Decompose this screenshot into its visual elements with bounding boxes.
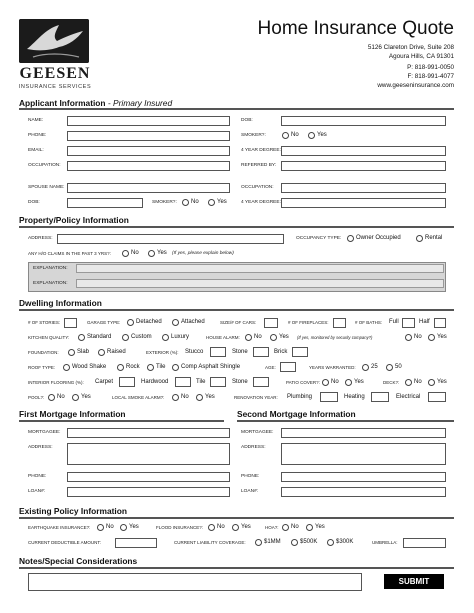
smoke-no-radio[interactable]	[172, 394, 179, 401]
company-tagline: INSURANCE SERVICES	[18, 84, 92, 90]
claims-yes-radio[interactable]	[148, 250, 155, 257]
degree-field[interactable]	[281, 146, 446, 156]
roof-rock-radio[interactable]	[117, 364, 124, 371]
roof-tile-radio[interactable]	[147, 364, 154, 371]
renovation-plumbing-field[interactable]	[320, 392, 338, 402]
claims-yes-label: Yes	[157, 250, 167, 256]
hoa-yes-label: Yes	[315, 524, 325, 530]
patio-yes-radio[interactable]	[345, 379, 352, 386]
explanation-label-2: EXPLANATION:	[33, 281, 68, 286]
pool-yes-label: Yes	[81, 394, 91, 400]
spouse-name-field[interactable]	[67, 183, 230, 193]
m1-mortgagee-label: MORTGAGEE:	[28, 430, 61, 435]
umbrella-label: UMBRELLA:	[372, 540, 398, 545]
degree-label: 4 YEAR DEGREE:	[241, 148, 281, 153]
section-divider	[19, 420, 224, 422]
kitchen-luxury-label: Luxury	[171, 334, 190, 340]
notes-field[interactable]	[28, 573, 362, 591]
earthquake-label: EARTHQUAKE INSURANCE?:	[28, 525, 91, 530]
page-title: Home Insurance Quote	[257, 18, 454, 39]
submit-button[interactable]: SUBMIT	[384, 574, 444, 589]
flood-label: FLOOD INSURANCE?:	[156, 525, 204, 530]
email-label: EMAIL:	[28, 148, 44, 153]
liability-300k-label: $300K	[336, 539, 354, 545]
pool-no-label: No	[57, 394, 65, 400]
section-divider	[19, 309, 454, 311]
deck-yes-label: Yes	[437, 379, 447, 385]
flooring-carpet-label: Carpet	[95, 379, 114, 385]
warranty-25-radio[interactable]	[362, 364, 369, 371]
alarm-no-label: No	[254, 334, 262, 340]
renovation-label: RENOVATION YEAR:	[234, 395, 278, 400]
years-warranted-label: YEARS WARRANTED:	[309, 365, 356, 370]
applicant-heading: Applicant Information - Primary Insured	[19, 98, 173, 108]
notes-heading: Notes/Special Considerations	[19, 556, 138, 566]
spouse-occupation-label: OCCUPATION:	[241, 185, 274, 190]
renovation-plumbing-label: Plumbing	[287, 394, 313, 400]
smoker-no-label: No	[291, 132, 299, 138]
earthquake-yes-label: Yes	[129, 524, 139, 530]
section-divider	[19, 567, 454, 569]
owner-occupied-radio[interactable]	[347, 235, 354, 242]
baths-full-label: Full	[389, 319, 399, 325]
kitchen-custom-label: Custom	[131, 334, 152, 340]
dob-label: DOB:	[241, 118, 253, 123]
m2-phone-field[interactable]	[281, 472, 446, 482]
exterior-stone-label: Stone	[232, 349, 248, 355]
kitchen-custom-radio[interactable]	[122, 334, 129, 341]
liability-300k-radio[interactable]	[327, 539, 334, 546]
warranty-50-label: 50	[395, 364, 402, 370]
address-line-1: 5126 Clareton Drive, Suite 208	[367, 44, 454, 51]
spouse-name-label: SPOUSE NAME:	[28, 185, 65, 190]
alarm-no-radio[interactable]	[245, 334, 252, 341]
foundation-raised-radio[interactable]	[98, 349, 105, 356]
smoker-yes-radio[interactable]	[308, 132, 315, 139]
kitchen-standard-label: Standard	[87, 334, 112, 340]
foundation-label: FOUNDATION:	[28, 350, 59, 355]
rental-label: Rental	[425, 235, 443, 241]
patio-no-label: No	[331, 379, 339, 385]
liability-1mm-radio[interactable]	[255, 539, 262, 546]
section-divider	[237, 420, 454, 422]
roof-tile-label: Tile	[156, 364, 166, 370]
m1-loan-field[interactable]	[67, 487, 230, 497]
m1-mortgagee-field[interactable]	[67, 428, 230, 438]
baths-label: # OF BATHS:	[355, 320, 383, 325]
flood-yes-radio[interactable]	[232, 524, 239, 531]
patio-yes-label: Yes	[354, 379, 364, 385]
address-line-2: Agoura Hills, CA 91301	[388, 53, 454, 60]
deductible-label: CURRENT DEDUCTIBLE AMOUNT:	[28, 540, 101, 545]
exterior-brick-label: Brick	[274, 349, 288, 355]
baths-half-label: Half	[419, 319, 430, 325]
deck-no-radio[interactable]	[405, 379, 412, 386]
warranty-50-radio[interactable]	[386, 364, 393, 371]
rental-radio[interactable]	[416, 235, 423, 242]
stories-field[interactable]	[64, 318, 77, 328]
hoa-yes-radio[interactable]	[306, 524, 313, 531]
property-address-label: ADDRESS:	[28, 236, 53, 241]
referred-field[interactable]	[281, 161, 446, 171]
roof-wood-shake-radio[interactable]	[63, 364, 70, 371]
claims-no-radio[interactable]	[122, 250, 129, 257]
m2-phone-label: PHONE:	[241, 474, 260, 479]
fireplaces-field[interactable]	[333, 318, 346, 328]
garage-detached-radio[interactable]	[127, 319, 134, 326]
deck-yes-radio[interactable]	[428, 379, 435, 386]
section-divider	[19, 226, 454, 228]
house-alarm-label: HOUSE ALARM:	[206, 335, 240, 340]
flooring-label: INTERIOR FLOORING (%):	[28, 380, 84, 385]
kitchen-luxury-radio[interactable]	[162, 334, 169, 341]
warranty-25-label: 25	[371, 364, 378, 370]
renovation-heating-field[interactable]	[371, 392, 389, 402]
occupation-field[interactable]	[67, 161, 230, 171]
spouse-smoker-yes-label: Yes	[217, 199, 227, 205]
property-heading: Property/Policy Information	[19, 215, 129, 225]
section-divider	[19, 517, 454, 519]
renovation-electrical-label: Electrical	[396, 394, 421, 400]
renovation-electrical-field[interactable]	[428, 392, 446, 402]
m2-loan-label: LOAN#:	[241, 489, 259, 494]
roof-age-label: AGE:	[265, 365, 276, 370]
hoa-no-label: No	[291, 524, 299, 530]
flooring-stone-label: Stone	[232, 379, 248, 385]
spouse-smoker-no-label: No	[191, 199, 199, 205]
roof-wood-shake-label: Wood Shake	[72, 364, 107, 370]
explanation-label-1: EXPLANATION:	[33, 266, 68, 271]
smoker-no-radio[interactable]	[282, 132, 289, 139]
explanation-field-1[interactable]	[76, 264, 444, 273]
foundation-slab-label: Slab	[77, 349, 90, 355]
spouse-smoker-yes-radio[interactable]	[208, 199, 215, 206]
name-field[interactable]	[67, 116, 230, 126]
m2-address-field[interactable]	[281, 443, 446, 465]
m1-address-label: ADDRESS:	[28, 445, 53, 450]
flooring-carpet-field[interactable]	[119, 377, 135, 387]
dob-field[interactable]	[281, 116, 446, 126]
second-mortgage-heading: Second Mortgage Information	[237, 409, 356, 419]
flooring-tile-field[interactable]	[210, 377, 226, 387]
cars-label: SIZE/# OF CARS:	[220, 320, 257, 325]
flooring-hardwood-label: Hardwood	[141, 379, 169, 385]
garage-attached-radio[interactable]	[172, 319, 179, 326]
occupation-label: OCCUPATION:	[28, 163, 61, 168]
fax-number: F: 818-991-4077	[407, 73, 454, 80]
roof-rock-label: Rock	[126, 364, 140, 370]
monitored-no-label: No	[414, 334, 422, 340]
pool-yes-radio[interactable]	[72, 394, 79, 401]
owner-occupied-label: Owner Occupied	[356, 235, 401, 241]
flooring-hardwood-field[interactable]	[175, 377, 191, 387]
website[interactable]: www.geeseninsurance.com	[377, 82, 454, 89]
alarm-yes-radio[interactable]	[270, 334, 277, 341]
flood-no-radio[interactable]	[208, 524, 215, 531]
claims-no-label: No	[131, 250, 139, 256]
stories-label: # OF STORIES:	[28, 320, 61, 325]
flood-yes-label: Yes	[241, 524, 251, 530]
m1-loan-label: LOAN#:	[28, 489, 46, 494]
m1-address-field[interactable]	[67, 443, 230, 465]
flood-no-label: No	[217, 524, 225, 530]
roof-comp-radio[interactable]	[172, 364, 179, 371]
dwelling-heading: Dwelling Information	[19, 298, 102, 308]
foundation-slab-radio[interactable]	[68, 349, 75, 356]
spouse-occupation-field[interactable]	[281, 183, 446, 193]
claims-label: ANY H/O CLAIMS IN THE PAST 3 YRS?:	[28, 251, 111, 256]
renovation-heating-label: Heating	[344, 394, 365, 400]
earthquake-yes-radio[interactable]	[120, 524, 127, 531]
liability-1mm-label: $1MM	[264, 539, 281, 545]
liability-500k-radio[interactable]	[291, 539, 298, 546]
cars-field[interactable]	[264, 318, 278, 328]
explain-note: (If yes, please explain below)	[172, 251, 234, 256]
section-divider	[19, 108, 454, 110]
m2-address-label: ADDRESS:	[241, 445, 266, 450]
exterior-label: EXTERIOR (%):	[146, 350, 179, 355]
smoke-yes-label: Yes	[205, 394, 215, 400]
exterior-stucco-label: Stucco	[185, 349, 204, 355]
garage-attached-label: Attached	[181, 319, 205, 325]
spouse-dob-label: DOB:	[28, 200, 40, 205]
earthquake-no-label: No	[106, 524, 114, 530]
foundation-raised-label: Raised	[107, 349, 126, 355]
hoa-label: HOA?:	[265, 525, 279, 530]
referred-label: REFERRED BY:	[241, 163, 277, 168]
liability-500k-label: $500K	[300, 539, 318, 545]
exterior-stone-field[interactable]	[253, 347, 269, 357]
flooring-tile-label: Tile	[196, 379, 206, 385]
email-field[interactable]	[67, 146, 230, 156]
baths-full-field[interactable]	[402, 318, 415, 328]
patio-label: PATIO COVER?:	[286, 380, 320, 385]
monitored-yes-radio[interactable]	[428, 334, 435, 341]
baths-half-field[interactable]	[434, 318, 446, 328]
smoker-label: SMOKER?:	[241, 133, 266, 138]
company-logo	[19, 19, 89, 63]
deductible-field[interactable]	[115, 538, 157, 548]
garage-detached-label: Detached	[136, 319, 162, 325]
monitored-yes-label: Yes	[437, 334, 447, 340]
garage-label: GARAGE TYPE:	[87, 320, 121, 325]
deck-no-label: No	[414, 379, 422, 385]
property-address-field[interactable]	[57, 234, 284, 244]
roof-label: ROOF TYPE:	[28, 365, 56, 370]
hoa-no-radio[interactable]	[282, 524, 289, 531]
smoker-yes-label: Yes	[317, 132, 327, 138]
m1-phone-field[interactable]	[67, 472, 230, 482]
spouse-degree-label: 4 YEAR DEGREE:	[241, 200, 281, 205]
monitored-note: (If yes, monitored by security company?)	[297, 335, 373, 340]
smoke-alarm-label: LOCAL SMOKE ALARM?:	[112, 395, 165, 400]
kitchen-standard-radio[interactable]	[78, 334, 85, 341]
monitored-no-radio[interactable]	[405, 334, 412, 341]
m1-phone-label: PHONE:	[28, 474, 47, 479]
earthquake-no-radio[interactable]	[97, 524, 104, 531]
bird-logo-icon	[19, 19, 89, 63]
pool-no-radio[interactable]	[48, 394, 55, 401]
fireplaces-label: # OF FIREPLACES:	[288, 320, 329, 325]
existing-policy-heading: Existing Policy Information	[19, 506, 127, 516]
roof-age-field[interactable]	[280, 362, 296, 372]
spouse-smoker-label: SMOKER?:	[152, 200, 177, 205]
umbrella-field[interactable]	[403, 538, 446, 548]
spouse-degree-field[interactable]	[281, 198, 446, 208]
phone-field[interactable]	[67, 131, 230, 141]
company-name: GEESEN	[19, 65, 91, 82]
name-label: NAME:	[28, 118, 44, 123]
smoke-no-label: No	[181, 394, 189, 400]
spouse-smoker-no-radio[interactable]	[182, 199, 189, 206]
first-mortgage-heading: First Mortgage Information	[19, 409, 126, 419]
patio-no-radio[interactable]	[322, 379, 329, 386]
flooring-stone-field[interactable]	[253, 377, 269, 387]
pool-label: POOL?:	[28, 395, 45, 400]
smoke-yes-radio[interactable]	[196, 394, 203, 401]
spouse-dob-field[interactable]	[67, 198, 143, 208]
m2-mortgagee-label: MORTGAGEE:	[241, 430, 274, 435]
alarm-yes-label: Yes	[279, 334, 289, 340]
exterior-brick-field[interactable]	[292, 347, 308, 357]
roof-comp-label: Comp Asphalt Shingle	[181, 364, 241, 370]
kitchen-label: KITCHEN QUALITY:	[28, 335, 70, 340]
phone-label: PHONE:	[28, 133, 47, 138]
occupancy-label: OCCUPANCY TYPE:	[296, 236, 342, 241]
exterior-stucco-field[interactable]	[210, 347, 226, 357]
m2-loan-field[interactable]	[281, 487, 446, 497]
m2-mortgagee-field[interactable]	[281, 428, 446, 438]
phone-number: P: 818-991-0050	[407, 64, 454, 71]
deck-label: DECK?:	[383, 380, 400, 385]
explanation-field-2[interactable]	[76, 279, 444, 288]
liability-label: CURRENT LIABILITY COVERAGE:	[174, 540, 246, 545]
